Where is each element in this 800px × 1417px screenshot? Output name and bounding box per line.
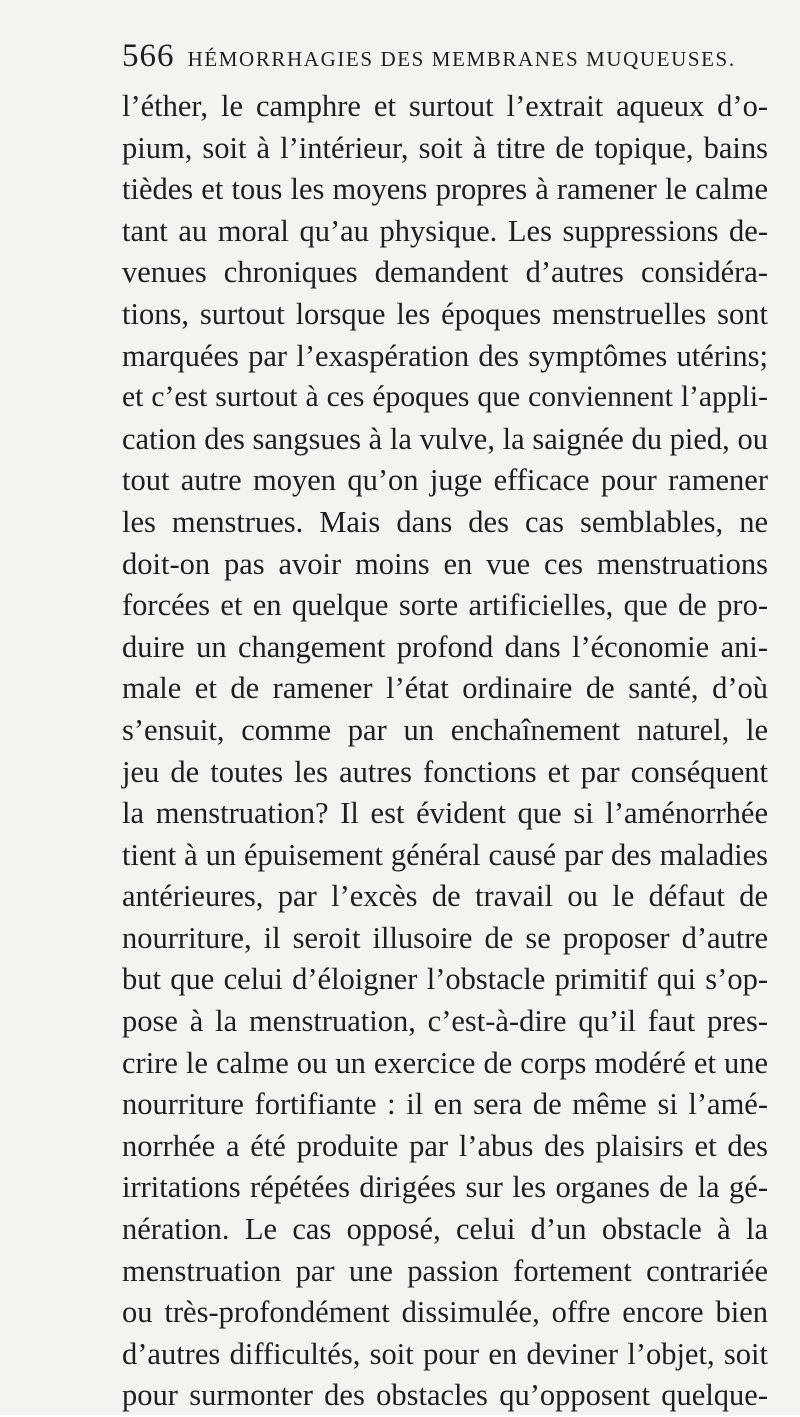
text-line: et c’est surtout à ces époques que conviennent l’appli-: [122, 381, 768, 414]
text-line: tout autre moyen qu’on juge efficace pour ramener: [122, 463, 768, 498]
text-line: tant au moral qu’au physique. Les suppressions de-: [122, 213, 768, 248]
text-line: d’autres difficultés, soit pour en deviner l’objet, soit: [122, 1336, 768, 1371]
text-line: s’ensuit, comme par un enchaînement naturel, le: [122, 712, 768, 747]
running-head: HÉMORRHAGIES DES MEMBRANES MUQUEUSES.: [187, 47, 736, 71]
text-line: tions, surtout lorsque les époques menstruelles sont: [122, 296, 768, 331]
text-line: la menstruation? Il est évident que si l’aménorrhée: [122, 796, 768, 831]
text-line: duire un changement profond dans l’économie ani-: [122, 629, 768, 664]
text-line: menstruation par une passion fortement contrariée: [122, 1253, 768, 1288]
text-line: nourriture fortifiante : il en sera de même si l’amé-: [122, 1087, 768, 1122]
text-line: forcées et en quelque sorte artificielles, que de pro-: [122, 588, 768, 623]
text-line: tient à un épuisement général causé par des maladies: [122, 837, 768, 872]
text-line: cation des sangsues à la vulve, la saignée du pied, ou: [122, 421, 768, 456]
text-line: venues chroniques demandent d’autres considéra-: [122, 255, 768, 290]
text-line: pour surmonter des obstacles qu’opposent quelque-: [122, 1378, 768, 1413]
text-line: marquées par l’exaspération des symptômes utérins;: [122, 338, 768, 373]
text-line: antérieures, par l’excès de travail ou le défaut de: [122, 879, 768, 914]
text-line: male et de ramener l’état ordinaire de santé, d’où: [122, 671, 768, 706]
text-line: tièdes et tous les moyens propres à ramener le calme: [122, 172, 768, 207]
body-text: [122, 86, 768, 1417]
text-line: jeu de toutes les autres fonctions et par conséquent: [122, 754, 768, 789]
text-line: doit-on pas avoir moins en vue ces menstruations: [122, 546, 768, 581]
text-line: nourriture, il seroit illusoire de se proposer d’autre: [122, 920, 768, 955]
page-number: 566: [122, 38, 175, 74]
text-line: irritations répétées dirigées sur les organes de la gé-: [122, 1170, 768, 1205]
text-line: crire le calme ou un exercice de corps modéré et une: [122, 1045, 768, 1080]
text-line: but que celui d’éloigner l’obstacle primitif qui s’op-: [122, 962, 768, 997]
text-line: pium, soit à l’intérieur, soit à titre de topique, bains: [122, 130, 768, 165]
text-line: pose à la menstruation, c’est-à-dire qu’il faut pres-: [122, 1004, 768, 1039]
text-line: les menstrues. Mais dans des cas semblables, ne: [122, 504, 768, 539]
page-header: [122, 38, 762, 84]
text-line: norrhée a été produite par l’abus des plaisirs et des: [122, 1128, 768, 1163]
text-line: ou très-profondément dissimulée, offre encore bien: [122, 1295, 768, 1330]
text-line: l’éther, le camphre et surtout l’extrait aqueux d’o-: [122, 89, 768, 123]
text-line: nération. Le cas opposé, celui d’un obstacle à la: [122, 1212, 768, 1247]
